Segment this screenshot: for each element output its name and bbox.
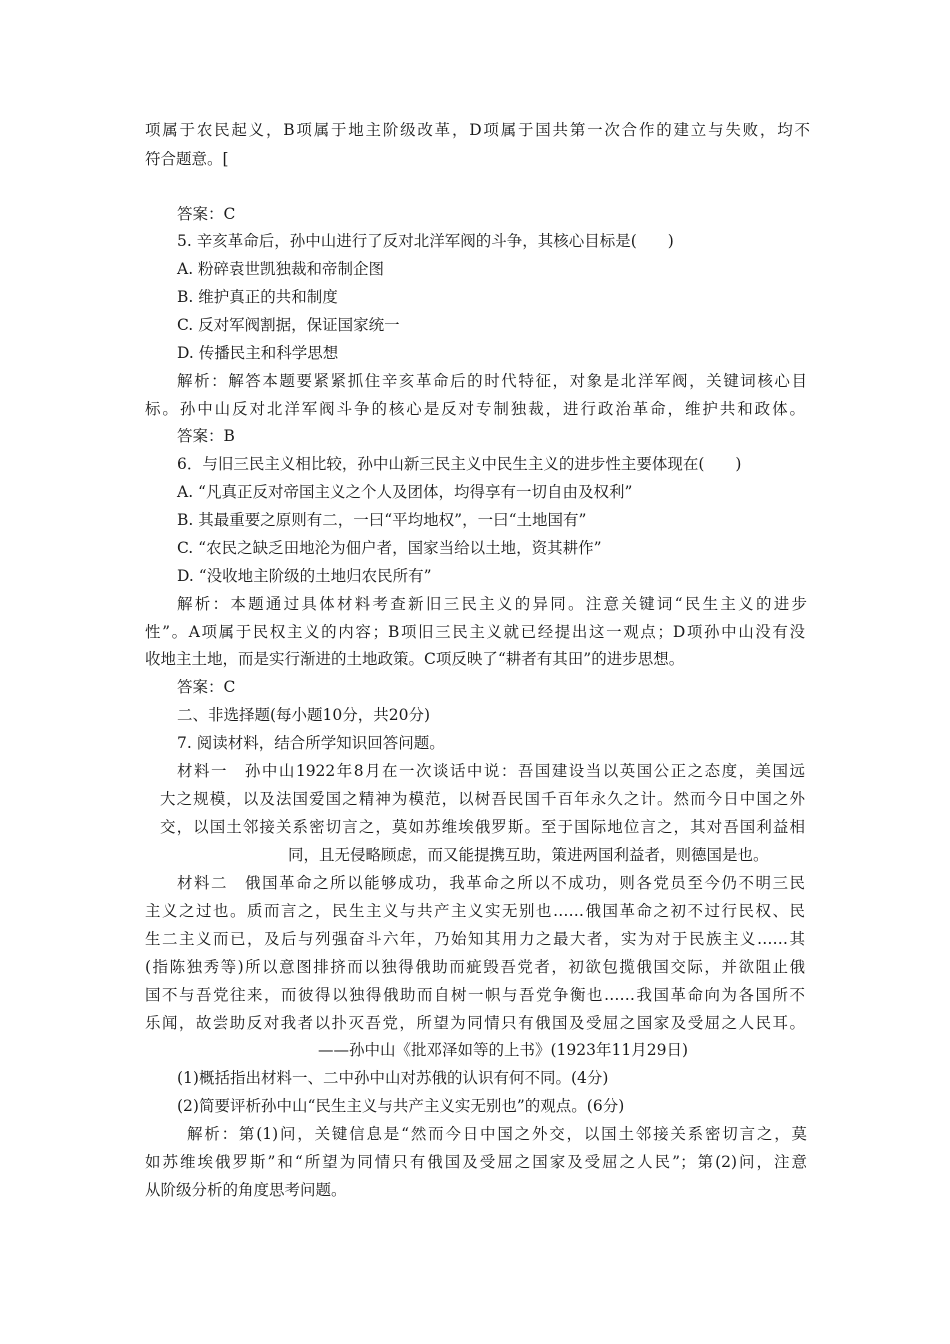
material-text: 国不与吾党往来，而彼得以独得俄助而自树一帜与吾党争衡也……我国革命向为各国所不 bbox=[145, 986, 805, 1004]
analysis-text: 收地主土地，而是实行渐进的土地政策。C项反映了“耕者有其田”的进步思想。 bbox=[145, 650, 685, 668]
analysis-text: 解析：解答本题要紧紧抓住辛亥革命后的时代特征，对象是北洋军阀，关键词核心目 bbox=[177, 372, 807, 390]
material-text: 大之规模，以及法国爱国之精神为模范，以树吾民国千百年永久之计。然而今日中国之外 bbox=[160, 790, 805, 808]
analysis-text: 标。孙中山反对北洋军阀斗争的核心是反对专制独裁，进行政治革命，维护共和政体。 bbox=[145, 400, 805, 418]
text-line: 项属于农民起义，B项属于地主阶级改革，D项属于国共第一次合作的建立与失败，均不 bbox=[145, 121, 810, 139]
material-text: 主义之过也。质而言之，民生主义与共产主义实无别也……俄国革命之初不过行民权、民 bbox=[145, 902, 805, 920]
option-text: A. “凡真正反对帝国主义之个人及团体，均得享有一切自由及权利” bbox=[177, 483, 633, 501]
option-text: B. 其最重要之原则有二，一曰“平均地权”，一曰“土地国有” bbox=[177, 511, 587, 529]
material-text: 材料一 孙中山1922年8月在一次谈话中说：吾国建设当以英国公正之态度，美国远 bbox=[177, 762, 805, 780]
analysis-text: 如苏维埃俄罗斯”和“所望为同情只有俄国及受屈之国家及受屈之人民”；第(2)问，注意 bbox=[145, 1153, 807, 1171]
question-text: 7. 阅读材料，结合所学知识回答问题。 bbox=[177, 734, 445, 752]
sub-question: (1)概括指出材料一、二中孙中山对苏俄的认识有何不同。(4分) bbox=[177, 1069, 609, 1087]
material-text: 材料二 俄国革命之所以能够成功，我革命之所以不成功，则各党员至今仍不明三民 bbox=[177, 874, 805, 892]
analysis-text: 从阶级分析的角度思考问题。 bbox=[145, 1181, 347, 1199]
option-text: C. “农民之缺乏田地沦为佃户者，国家当给以土地，资其耕作” bbox=[177, 539, 602, 557]
material-text: 乐闻，故尝助反对我者以扑灭吾党，所望为同情只有俄国及受屈之国家及受屈之人民耳。 bbox=[145, 1014, 805, 1032]
material-text: 交，以国土邻接关系密切言之，莫如苏维埃俄罗斯。至于国际地位言之，其对吾国利益相 bbox=[160, 818, 805, 836]
answer-text: 答案：C bbox=[177, 678, 236, 696]
material-text: 生二主义而已，及后与列强奋斗六年，乃始知其用力之最大者，实为对于民族主义……其 bbox=[145, 930, 805, 948]
sub-question: (2)简要评析孙中山“民生主义与共产主义实无别也”的观点。(6分) bbox=[177, 1097, 625, 1115]
analysis-text: 性”。A项属于民权主义的内容；B项旧三民主义就已经提出这一观点；D项孙中山没有没 bbox=[145, 623, 805, 641]
answer-text: 答案：C bbox=[177, 205, 236, 223]
question-text: 5. 辛亥革命后，孙中山进行了反对北洋军阀的斗争，其核心目标是( ) bbox=[177, 232, 674, 250]
option-text: D. “没收地主阶级的土地归农民所有” bbox=[177, 567, 432, 585]
answer-text: 答案：B bbox=[177, 427, 235, 445]
material-text: (指陈独秀等)所以意图排挤而以独得俄助而疵毁吾党者，初欲包揽俄国交际，并欲阻止俄 bbox=[145, 958, 805, 976]
option-text: A. 粉碎袁世凯独裁和帝制企图 bbox=[177, 260, 385, 278]
analysis-text: 解析：本题通过具体材料考查新旧三民主义的异同。注意关键词“民生主义的进步 bbox=[177, 595, 807, 613]
section-heading: 二、非选择题(每小题10分，共20分) bbox=[177, 706, 431, 724]
analysis-text: 解析：第(1)问，关键信息是“然而今日中国之外交，以国土邻接关系密切言之，莫 bbox=[187, 1125, 807, 1143]
option-text: D. 传播民主和科学思想 bbox=[177, 344, 339, 362]
question-text: 6．与旧三民主义相比较，孙中山新三民主义中民生主义的进步性主要体现在( ) bbox=[177, 455, 742, 473]
option-text: C. 反对军阀割据，保证国家统一 bbox=[177, 316, 400, 334]
option-text: B. 维护真正的共和制度 bbox=[177, 288, 338, 306]
material-source: ——孙中山《批邓泽如等的上书》(1923年11月29日) bbox=[318, 1041, 688, 1059]
text-line: 符合题意。[ bbox=[145, 150, 229, 168]
material-text: 同，且无侵略顾虑，而又能提携互助，策进两国利益者，则德国是也。 bbox=[288, 846, 769, 864]
